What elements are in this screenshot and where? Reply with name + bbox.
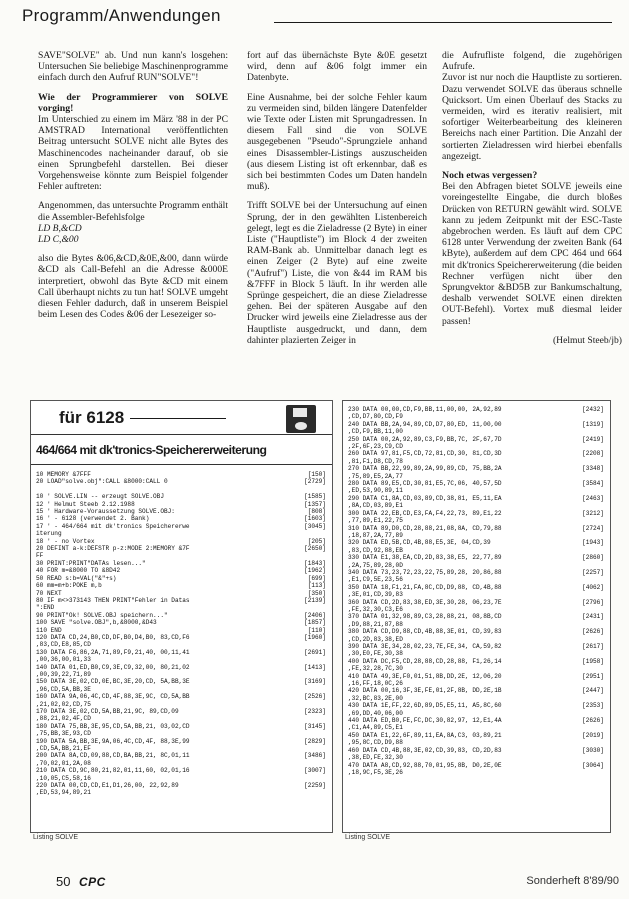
listing-line xyxy=(348,413,606,420)
listing-line-text: ,83,CD,E8,85,CD xyxy=(36,641,91,649)
listing-line xyxy=(348,569,606,576)
listing-line xyxy=(348,599,606,606)
listing-line-text: 470 DATA A8,CD,92,88,70,01,95,8B, D0,2E,0E xyxy=(348,761,502,769)
listing-line-text: ,00,39,22,71,89 xyxy=(36,670,91,678)
listing-line xyxy=(348,762,606,769)
listing-line xyxy=(348,502,606,509)
listing-line xyxy=(36,634,328,641)
listing-line-text: 80 IF m<>373143 THEN PRINT"Fehler in Datas xyxy=(36,596,190,604)
listing-line-text: 12 ' Helmut Steeb 2.12.1988 xyxy=(36,500,135,508)
listing-line xyxy=(348,532,606,539)
listing-line xyxy=(36,649,328,656)
listing-line-text: 90 PRINT"Ok! SOLVE.OBJ speichern..." xyxy=(36,611,168,619)
listing-line xyxy=(348,495,606,502)
listing-checksum: [2419] xyxy=(582,435,604,443)
listing-line xyxy=(36,508,328,515)
listing-checksum: [1962] xyxy=(304,567,326,575)
listing-line-text: ,95,8C,CD,D9,88 xyxy=(348,739,403,747)
listing-caption: Listing SOLVE xyxy=(33,834,79,841)
listing-code xyxy=(343,401,610,776)
listing-checksum: [2626] xyxy=(582,717,604,725)
listing-line-text: 380 DATA CD,D9,88,CD,4B,88,3E,01, CD,39,83 xyxy=(348,628,502,636)
listing-line xyxy=(36,604,328,611)
listing-line-text: 150 DATA 3E,02,CD,0E,BC,3E,20,CD, 5A,BB,3E xyxy=(36,678,190,686)
listing-checksum: [2829] xyxy=(304,737,326,745)
listing-line xyxy=(348,554,606,561)
assembler-example xyxy=(38,223,228,245)
listing-checksum: [2139] xyxy=(304,596,326,604)
listing-line xyxy=(348,473,606,480)
listing-line xyxy=(348,643,606,650)
listing-line xyxy=(348,428,606,435)
listing-line-text: 17 ' - 464/664 mit dk'tronics Speichererwe xyxy=(36,522,190,530)
listing-checksum: [1958] xyxy=(582,657,604,665)
listing-line-text: ,FE,32,28,7C,30 xyxy=(348,665,403,673)
listing-line xyxy=(36,530,328,537)
listing-line xyxy=(36,612,328,619)
listing-line-text: 230 DATA 00,00,CD,F9,BB,11,00,00, 2A,92,89 xyxy=(348,406,502,413)
listing-line xyxy=(348,436,606,443)
listing-line-text: 360 DATA CD,2D,83,38,ED,3E,30,28, 06,23,7E xyxy=(348,598,502,606)
listing-line-text: ,75,89,E5,2A,77 xyxy=(348,472,403,480)
listing-line xyxy=(36,641,328,648)
listing-line-text: 210 DATA CD,9C,80,21,82,01,11,60, 02,01,16 xyxy=(36,767,190,775)
listing-brand-title xyxy=(59,408,226,428)
listing-line-text: 310 DATA 89,D0,CD,28,88,21,08,8A, CD,79,88 xyxy=(348,524,502,532)
listing-line xyxy=(36,671,328,678)
listing-line xyxy=(36,686,328,693)
listing-line-text: FF xyxy=(36,552,44,560)
listing-line xyxy=(348,562,606,569)
listing-line-text: 20 LOAD"solve.obj":CALL &8000:CALL 0 xyxy=(36,478,168,486)
listing-line-text: ,CD,2D,83,38,ED xyxy=(348,635,403,643)
listing-line-text: 170 DATA 3E,02,CD,5A,BB,21,9C, 89,CD,09 xyxy=(36,708,179,715)
listing-line xyxy=(348,465,606,472)
paragraph: Bei den Abfragen bietet SOLVE jeweils eine voreingestellte Eingabe, die durch bloßes Drücken von RETURN gewählt wird. SOLVE kann zu jedem Zeitpunkt mit der ESC-Taste abgebrochen werden. Es läuft auf dem CPC 6128 unter Verwendung der zweiten Bank (64 kByte), außerdem auf dem CPC 464 und 664 mit dk'tronics Speichererweiterung (die beiden Rechner verfügen nicht über den Sprungvektor &BD5B zur Bankumschaltung, deshalb verwendet SOLVE einen direkten OUT-Befehl). Vortex muß diesmal leider passen! xyxy=(442,181,622,327)
listing-line-text: ,2F,6F,23,C9,CD xyxy=(348,443,403,451)
article-column-3 xyxy=(442,50,622,354)
listing-checksum: [110] xyxy=(307,626,326,634)
page-footer xyxy=(0,870,629,894)
listing-line xyxy=(348,584,606,591)
listing-line xyxy=(348,517,606,524)
article-column-2 xyxy=(247,50,427,354)
listing-checksum: [205] xyxy=(307,537,326,545)
listing-line-text: 250 DATA 00,2A,92,89,C3,F9,BB,7C, 2F,67,7D xyxy=(348,435,502,443)
listing-line xyxy=(348,710,606,717)
listing-line-text xyxy=(36,486,40,493)
listing-line xyxy=(36,575,328,582)
listing-line xyxy=(348,406,606,413)
listing-line-text: ,70,02,01,2A,08 xyxy=(36,759,91,767)
listing-line-text: ,00,36,00,01,33 xyxy=(36,656,91,664)
listing-line xyxy=(36,693,328,700)
listing-checksum: [3007] xyxy=(304,767,326,775)
paragraph: Zuvor ist nur noch die Hauptliste zu sortieren. Dazu verwendet SOLVE das überaus schnelle Quicksort. Um einen Überlauf des Stacks zu vermeiden, wird es iterativ realisiert, mit sofortiger Weiterbearbeitung des kleineren Bereichs nach einer Partition. Die Anzahl der sortierten Zieladressen wird hierbei ebenfalls angezeigt. xyxy=(442,72,622,162)
author-credit: (Helmut Steeb/jb) xyxy=(552,334,622,346)
listing-line-text: ,10,05,C5,58,16 xyxy=(36,774,91,782)
listing-line-text: ,16,FF,18,0C,26 xyxy=(348,680,403,688)
listing-checksum: [2432] xyxy=(582,406,604,413)
listing-line-text: 10 MEMORY &7FFF xyxy=(36,471,91,478)
listing-line-text: 390 DATA 3E,34,28,02,23,7E,FE,34, CA,59,82 xyxy=(348,643,502,650)
listing-line-text: ,32,BC,83,2E,00 xyxy=(348,694,403,702)
listing-checksum: [2257] xyxy=(582,568,604,576)
listing-line-text: ,21,02,02,CD,75 xyxy=(36,700,91,708)
listing-checksum: [1319] xyxy=(582,420,604,428)
listing-line-text: 180 DATA 75,BB,3E,95,CD,5A,BB,21, 03,02,CD xyxy=(36,722,190,730)
listing-line-text: 460 DATA CD,4B,88,3E,02,CD,39,83, CD,2D,83 xyxy=(348,746,502,754)
listing-line-text: ,CD,5A,BB,21,EF xyxy=(36,745,91,753)
listing-line xyxy=(348,687,606,694)
listing-line-text: ,69,DD,40,06,00 xyxy=(348,709,403,717)
listing-line-text: ,2A,75,89,28,0D xyxy=(348,561,403,569)
listing-checksum: [1603] xyxy=(304,515,326,523)
listing-checksum: [1943] xyxy=(582,539,604,547)
listing-line xyxy=(36,567,328,574)
listing-checksum: [2019] xyxy=(582,731,604,739)
listing-line-text: 410 DATA 49,3E,F0,01,51,8B,DD,2E, 12,06,20 xyxy=(348,672,502,680)
listing-checksum: [2526] xyxy=(304,693,326,701)
listing-line xyxy=(348,421,606,428)
paragraph: Angenommen, das untersuchte Programm enthält die Assembler-Befehlsfolge xyxy=(38,200,228,223)
listing-line xyxy=(348,525,606,532)
magazine-logo: CPC xyxy=(79,875,106,889)
listing-line-text: 370 DATA 01,32,98,89,C3,28,88,21, 08,8B,CD xyxy=(348,613,502,621)
listing-line-text: ,ED,53,90,89,11 xyxy=(348,487,403,495)
listing-line-text: 30 PRINT:PRINT"DATAs lesen..." xyxy=(36,559,146,567)
listing-checksum: [1585] xyxy=(304,493,326,501)
listing-line xyxy=(36,738,328,745)
listing-checksum: [699] xyxy=(307,574,326,582)
listing-line-text: 350 DATA 18,F1,21,FA,8C,CD,D9,88, CD,4B,88 xyxy=(348,583,502,591)
listing-line-text: 18 ' - no Vortex xyxy=(36,537,95,545)
listing-checksum: [1857] xyxy=(304,619,326,627)
subheading: Wie der Programmierer von SOLVE vorging! xyxy=(38,91,228,114)
listing-checksum: [3030] xyxy=(582,746,604,754)
listing-line xyxy=(348,480,606,487)
brand-title-text: für 6128 xyxy=(59,408,125,427)
brand-title-rule xyxy=(130,418,226,419)
code-line: LD C,&00 xyxy=(38,234,79,246)
listing-line xyxy=(348,576,606,583)
listing-checksum: [350] xyxy=(307,589,326,597)
listing-checksum: [1960] xyxy=(304,633,326,641)
listing-line xyxy=(348,769,606,776)
listing-box-2 xyxy=(342,400,611,833)
listing-line-text: 290 DATA C1,8A,CD,03,89,CD,38,81, E5,11,EA xyxy=(348,494,502,502)
listing-checksum: [3045] xyxy=(304,522,326,530)
listing-line xyxy=(36,782,328,789)
listing-line xyxy=(348,547,606,554)
listing-line xyxy=(36,493,328,500)
listing-line-text: ,83,CD,92,88,EB xyxy=(348,546,403,554)
listing-line xyxy=(36,515,328,522)
listing-line xyxy=(36,538,328,545)
listing-line-text: 16 ' - 6128 (verwendet 2. Bank) xyxy=(36,515,150,523)
listing-line-text: ,18,9C,F5,3E,26 xyxy=(348,768,403,776)
listing-line xyxy=(36,627,328,634)
listing-line-text: 110 END xyxy=(36,626,62,634)
listing-line xyxy=(36,619,328,626)
listing-line-text: 430 DATA 1E,FF,22,6D,89,D5,E5,11, A5,8C,60 xyxy=(348,702,502,710)
listing-line xyxy=(348,702,606,709)
listing-line xyxy=(36,656,328,663)
listing-line xyxy=(348,450,606,457)
paragraph: SAVE"SOLVE" ab. Und nun kann's losgehen: Untersuchen Sie beliebige Maschinenprogramme einfach durch den Aufruf RUN"SOLVE"! xyxy=(38,50,228,84)
listing-line-text: ,77,89,E1,22,75 xyxy=(348,517,403,525)
listing-line-text: 50 READ s:b=VAL("&"+s) xyxy=(36,574,117,582)
listing-line xyxy=(36,471,328,478)
listing-line xyxy=(36,486,328,493)
listing-line xyxy=(36,767,328,774)
listing-line xyxy=(36,775,328,782)
listing-checksum: [2463] xyxy=(582,494,604,502)
paragraph: also die Bytes &06,&CD,&0E,&00, dann würde &CD als Call-Befehl an die Adresse &000E interpretiert, obwohl das Byte &CD mit einem Call überhaupt nichts zu tun hat! SOLVE umgeht diesen Fehler dadurch, daß in unserem Beispiel beim Lesen des Codes &06 der Lesezeiger so- xyxy=(38,253,228,321)
listing-line xyxy=(348,487,606,494)
listing-line xyxy=(36,730,328,737)
listing-line xyxy=(348,739,606,746)
listing-line-text: 280 DATA 89,E5,CD,30,81,E5,7C,06, 40,57,5D xyxy=(348,480,502,488)
listing-line-text: 260 DATA 97,81,F5,CD,72,81,CD,30, 81,CD,3D xyxy=(348,450,502,458)
listing-checksum: [150] xyxy=(307,471,326,478)
listing-line xyxy=(348,628,606,635)
listing-line-text: 60 mm=m+b:POKE m,b xyxy=(36,582,102,590)
listing-checksum: [3212] xyxy=(582,509,604,517)
listing-checksum: [2447] xyxy=(582,687,604,695)
listing-line xyxy=(36,552,328,559)
listing-checksum: [2691] xyxy=(304,648,326,656)
listing-line-text: 440 DATA ED,B0,FE,FC,DC,30,82,97, 12,E1,4A xyxy=(348,717,502,725)
page-number: 50 xyxy=(56,874,71,889)
paragraph: Eine Ausnahme, bei der solche Fehler kaum zu vermeiden sind, bilden längere Datenfelder wie Texte oder Listen mit Sprungadressen. In diesem Fall sind die von SOLVE ausgegebenen "Pseudo"-Sprungziele anhand eines Disassembler-Listings auszuscheiden (aus diesem Listing ist oft erkennbar, daß es sich bei bestimmten Codes um Daten handeln muß). xyxy=(247,91,427,193)
listing-line xyxy=(36,708,328,715)
listing-checksum: [3064] xyxy=(582,761,604,769)
listing-line xyxy=(348,606,606,613)
listing-checksum: [2626] xyxy=(582,628,604,636)
listing-line xyxy=(348,443,606,450)
listing-line-text: 300 DATA 22,EB,CD,E3,FA,F4,22,73, 89,E1,22 xyxy=(348,509,502,517)
listing-line-text: ,C1,A4,89,C5,E1 xyxy=(348,724,403,732)
listing-checksum: [2650] xyxy=(304,545,326,553)
listing-line xyxy=(348,658,606,665)
listing-line-text: 200 DATA 8A,CD,09,88,CD,BA,BB,21, 8C,01,11 xyxy=(36,752,190,760)
listing-line xyxy=(36,597,328,604)
listing-line-text: 40 FOR m=&8000 TO &8D42 xyxy=(36,567,121,575)
listing-line xyxy=(36,478,328,485)
listing-line-text: ,81,F1,D8,CD,78 xyxy=(348,457,403,465)
paragraph: die Aufrufliste folgend, die zugehörigen Aufrufe. xyxy=(442,50,622,73)
section-title: Programm/Anwendungen xyxy=(22,6,221,25)
listing-checksum: [2431] xyxy=(582,613,604,621)
listing-line-text: ,E1,C9,5E,23,56 xyxy=(348,576,403,584)
listing-line xyxy=(36,545,328,552)
listing-line xyxy=(348,621,606,628)
header-rule xyxy=(274,22,612,23)
listing-line xyxy=(36,501,328,508)
listing-checksum: [2208] xyxy=(582,450,604,458)
listing-checksum: [1413] xyxy=(304,663,326,671)
listing-checksum: [1357] xyxy=(304,500,326,508)
listing-line xyxy=(348,458,606,465)
paragraph: fort auf das übernächste Byte &0E gesetzt wird, denn auf &06 folgt immer ein Datenbyte. xyxy=(247,50,427,84)
listing-checksum: [2353] xyxy=(582,702,604,710)
paragraph: Trifft SOLVE bei der Untersuchung auf einen Sprung, der in den gewählten Listenbereich gelegt, legt es die Zieladresse (2 Byte) in einer Liste ("Hauptliste") im Block 4 der zweiten RAM-Bank ab. Unmittelbar danach legt es einen Zeiger (2 Byte) auf eine zweite ("Aufruf") Liste, die von &44 im RAM bis &7FFF in Block 5 läuft. In ihr werden alle Sprünge gespeichert, die an diese Zieladresse gehen. Bei der späteren Ausgabe auf den Drucker wird jeweils eine Zieladresse aus der Hauptliste ausgedruckt, und dann, dem dahinter plazierten Zeiger in xyxy=(247,200,427,346)
listing-line xyxy=(348,650,606,657)
listing-line-text: 130 DATA F6,86,2A,71,89,F9,21,40, 00,11,41 xyxy=(36,648,190,656)
listing-line xyxy=(36,760,328,767)
listing-line xyxy=(36,723,328,730)
listing-line-text: ,96,CD,5A,BB,3E xyxy=(36,685,91,693)
listing-line-text: 450 DATA E1,22,6F,89,11,EA,8A,C3, 03,89,21 xyxy=(348,731,502,739)
listing-line xyxy=(36,582,328,589)
listing-line xyxy=(36,789,328,796)
listing-line-text: ,CD,F9,BB,11,00 xyxy=(348,428,403,436)
listing-line-text: 70 NEXT xyxy=(36,589,62,597)
listing-line xyxy=(348,680,606,687)
listing-checksum: [808] xyxy=(307,508,326,516)
code-line: LD B,&CD xyxy=(38,222,82,234)
listing-line xyxy=(348,754,606,761)
listing-line-text: iterung xyxy=(36,530,62,538)
listing-line-text: 400 DATA DC,F5,CD,28,88,CD,28,88, F1,26,14 xyxy=(348,657,502,665)
listing-checksum: [3169] xyxy=(304,678,326,686)
listing-line-text: 340 DATA 73,23,72,23,22,75,89,28, 20,86,88 xyxy=(348,568,502,576)
listing-line xyxy=(348,591,606,598)
listing-line-text: 420 DATA 00,16,3F,3E,FE,01,2F,8B, DD,2E,1B xyxy=(348,687,502,695)
listing-line-text: 120 DATA CD,24,B0,CD,DF,B0,D4,B0, 83,CD,F6 xyxy=(36,633,190,641)
listing-line xyxy=(36,715,328,722)
listing-line xyxy=(36,678,328,685)
listing-checksum: [2724] xyxy=(582,524,604,532)
listing-line-text: 240 DATA BB,2A,94,89,CD,D7,80,ED, 11,00,00 xyxy=(348,420,502,428)
listing-box-1 xyxy=(30,400,333,833)
listing-line xyxy=(348,636,606,643)
listing-line xyxy=(36,745,328,752)
listing-checksum: [4062] xyxy=(582,583,604,591)
listing-line-text: ,FE,32,30,C3,E6 xyxy=(348,605,403,613)
listing-line-text: 20 DEFINT a-k:DEFSTR p-z:MODE 2:MEMORY &7F xyxy=(36,545,190,553)
listing-brand-header xyxy=(31,401,332,435)
listing-checksum: [2406] xyxy=(304,611,326,619)
listing-line xyxy=(348,724,606,731)
listing-line xyxy=(36,560,328,567)
listing-line-text: ,8A,CD,03,89,E1 xyxy=(348,502,403,510)
listing-line-text: 320 DATA ED,5B,CD,4B,88,E5,3E, 04,CD,39 xyxy=(348,539,491,547)
listing-line-text: 270 DATA BB,22,99,89,2A,99,89,CD, 75,BB,2A xyxy=(348,465,502,473)
listing-line xyxy=(348,732,606,739)
floppy-disk-icon xyxy=(286,405,316,433)
listing-line-text: 190 DATA 5A,BB,3E,9A,06,4C,CD,4F, 88,3E,99 xyxy=(36,737,190,745)
listing-line xyxy=(36,523,328,530)
listing-line xyxy=(348,539,606,546)
listing-line-text: ,38,ED,FE,32,30 xyxy=(348,754,403,762)
listing-line-text: 100 SAVE "solve.OBJ",b,&8000,&D43 xyxy=(36,619,157,627)
listing-checksum: [2860] xyxy=(582,554,604,562)
listing-line xyxy=(348,613,606,620)
listing-line-text: ,75,BB,3E,93,CD xyxy=(36,730,91,738)
listing-subtitle: 464/664 mit dk'tronics-Speichererweiterung xyxy=(31,435,332,465)
listing-checksum: [3348] xyxy=(582,465,604,473)
listing-checksum: [1843] xyxy=(304,559,326,567)
listing-line-text: 220 DATA 00,CD,CD,E1,D1,26,00, 22,92,89 xyxy=(36,782,179,790)
listing-line-text: ":END xyxy=(36,604,55,612)
listing-line xyxy=(36,701,328,708)
listing-caption: Listing SOLVE xyxy=(345,834,391,841)
listing-line-text: ,D9,88,21,87,88 xyxy=(348,620,403,628)
listing-checksum: [3584] xyxy=(582,480,604,488)
listing-checksum: [3486] xyxy=(304,752,326,760)
page-header xyxy=(22,6,612,30)
listing-checksum: [3145] xyxy=(304,722,326,730)
listing-line-text: 15 ' Hardware-Voraussetzung SOLVE.OBJ: xyxy=(36,508,175,516)
listing-checksum: [2796] xyxy=(582,598,604,606)
listing-line xyxy=(348,747,606,754)
listing-line xyxy=(36,752,328,759)
issue-label: Sonderheft 8'89/90 xyxy=(526,875,619,887)
article-column-1 xyxy=(38,50,228,328)
listing-code xyxy=(31,465,332,797)
listing-line-text: 160 DATA 9A,06,4C,CD,4F,88,3E,9C, CD,5A,BB xyxy=(36,693,190,701)
listing-line xyxy=(348,673,606,680)
listing-line xyxy=(348,717,606,724)
listing-checksum: [2617] xyxy=(582,643,604,650)
listing-line-text: ,30,E0,FE,30,38 xyxy=(348,650,403,658)
listing-line xyxy=(36,664,328,671)
listing-line-text: 140 DATA 01,ED,B0,C9,3E,C9,32,00, 80,21,02 xyxy=(36,663,190,671)
listing-line-text: ,3E,01,CD,39,83 xyxy=(348,591,403,599)
listing-line-text: 10 ' SOLVE.LIN -- erzeugt SOLVE.OBJ xyxy=(36,493,164,501)
listing-line-text: ,18,87,2A,77,89 xyxy=(348,531,403,539)
listing-checksum: [113] xyxy=(307,582,326,590)
listing-checksum: [2259] xyxy=(304,782,326,790)
listing-line xyxy=(348,665,606,672)
subheading: Noch etwas vergessen? xyxy=(442,170,538,182)
listing-line xyxy=(36,590,328,597)
paragraph: Im Unterschied zu einem im März '88 in der PC AMSTRAD International veröffentlichten Beitrag untersucht SOLVE nicht alle Bytes des Maschinencodes nacheinander darauf, ob sie einen Sprungbefehl darstellen. Bei dieser Vorgehensweise könnte zum Beispiel folgender Fehler auftreten: xyxy=(38,114,228,193)
listing-checksum: [2729] xyxy=(304,478,326,486)
listing-checksum: [2323] xyxy=(304,708,326,715)
listing-line-text: ,CD,D7,80,CD,F9 xyxy=(348,413,403,421)
listing-line-text: ,ED,53,94,89,21 xyxy=(36,789,91,797)
listing-line xyxy=(348,510,606,517)
listing-line-text: ,88,21,02,4F,CD xyxy=(36,715,91,723)
listing-line xyxy=(348,695,606,702)
listing-line-text: 330 DATA E1,38,EA,CD,2D,83,38,E5, 22,77,89 xyxy=(348,554,502,562)
listing-checksum: [2951] xyxy=(582,672,604,680)
